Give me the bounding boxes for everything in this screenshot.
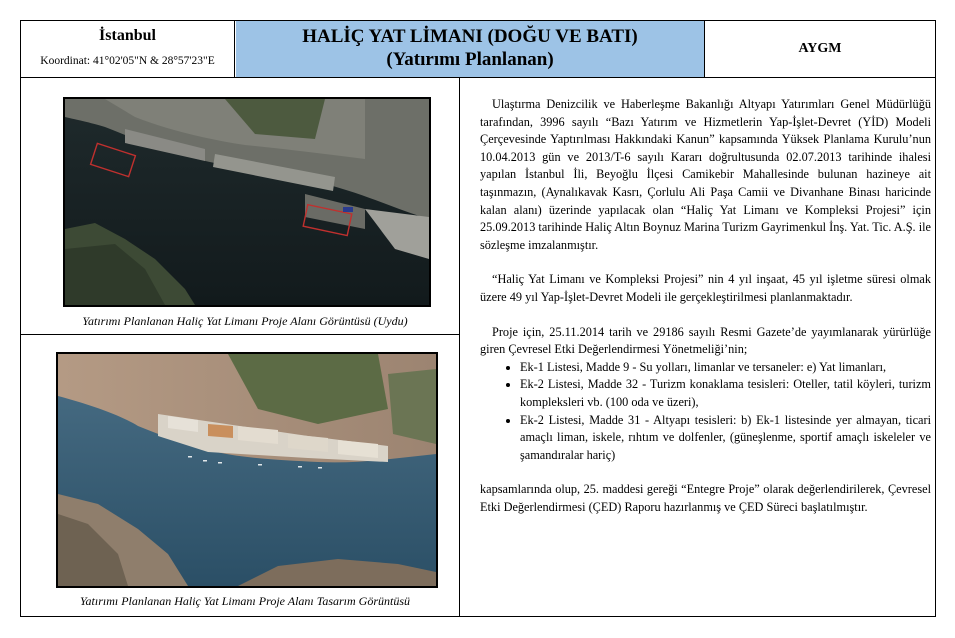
satellite-image xyxy=(63,97,431,307)
list-item: • Ek-2 Listesi, Madde 31 - Altyapı tesisleri: b) Ek-1 listesinde yer almayan, ticari amaçlı liman, iskele, rıhtım ve dolfenler, (güneşlenme, sportif amaçlı iskeleler ve şamandıralar hariç) xyxy=(520,412,931,465)
satellite-caption: Yatırımı Planlanan Haliç Yat Limanı Proje Alanı Görüntüsü (Uydu) xyxy=(82,314,408,328)
header-divider xyxy=(20,77,936,78)
title-line-2: (Yatırımı Planlanan) xyxy=(386,49,554,70)
coordinate-text: Koordinat: 41°02'05"N & 28°57'23"E xyxy=(40,55,215,67)
regulation-list xyxy=(480,359,931,465)
image-divider xyxy=(20,334,460,335)
list-item: • Ek-1 Listesi, Madde 9 - Su yolları, limanlar ve tersaneler: e) Yat limanları, xyxy=(520,359,931,377)
header-divider-left xyxy=(234,20,235,77)
design-caption: Yatırımı Planlanan Haliç Yat Limanı Proje Alanı Tasarım Görüntüsü xyxy=(79,594,411,608)
satellite-image-graphic xyxy=(65,99,429,305)
column-divider xyxy=(459,77,460,617)
paragraph-regulation: Proje için, 25.11.2014 tarih ve 29186 sayılı Resmi Gazete’de yayımlanarak yürürlüğe giren Çevresel Etki Değerlendirmesi Yönetmeliği’nin; xyxy=(480,324,931,357)
design-image-graphic xyxy=(58,354,436,586)
design-image xyxy=(56,352,438,588)
agency-name: AYGM xyxy=(798,41,842,56)
paragraph-conclusion: kapsamlarında olup, 25. maddesi gereği “Entegre Proje” olarak değerlendirilerek, Çevresel Etki Değerlendirmesi (ÇED) Raporu hazırlanmış ve ÇED Süreci başlatılmıştır. xyxy=(480,482,931,514)
city-name: İstanbul xyxy=(99,27,156,44)
paragraph-contract: Ulaştırma Denizcilik ve Haberleşme Bakanlığı Altyapı Yatırımları Genel Müdürlüğü tarafından, 3996 sayılı “Bazı Yatırım ve Hizmetlerin Yap-İşlet-Devret (YİD) Modeli Çerçevesinde Yaptırılması Hakkındaki Kanun” kapsamında Yüksek Planlama Kurulu’nun 10.04.2013 gün ve 2013/T-6 sayılı Kararı doğrultusunda 02.07.2013 tarihinde ihalesi yapılan İstanbul İli, Beyoğlu İlçesi Camikebir Mahallesinde bulunan hazineye ait taşınmazın, (Aynalıkavak Kasrı, Çorlulu Ali Paşa Camii ve Divanhane Binası haricinde kalan alanı) üzerinde yapılacak olan “Haliç Yat Limanı ve Kompleksi Projesi” için 25.09.2013 tarihinde Haliç Altın Boynuz Marina Turizm Gayrimenkul İnş. Yat. Tic. A.Ş. ile sözleşme imzalanmıştır. xyxy=(480,97,931,252)
title-line-1: HALİÇ YAT LİMANI (DOĞU VE BATI) xyxy=(302,26,638,47)
page-title xyxy=(236,21,704,77)
list-item: • Ek-2 Listesi, Madde 32 - Turizm konaklama tesisleri: Oteller, tatil köyleri, turizm kompleksleri vb. (100 oda ve üzeri), xyxy=(520,376,931,411)
paragraph-model: “Haliç Yat Limanı ve Kompleksi Projesi” nin 4 yıl inşaat, 45 yıl işletme süresi olmak üzere 49 yıl Yap-İşlet-Devret Modeli ile gerçekleştirilmesi planlanmaktadır. xyxy=(480,272,931,304)
description-text xyxy=(480,96,931,516)
location-cell xyxy=(21,21,234,77)
